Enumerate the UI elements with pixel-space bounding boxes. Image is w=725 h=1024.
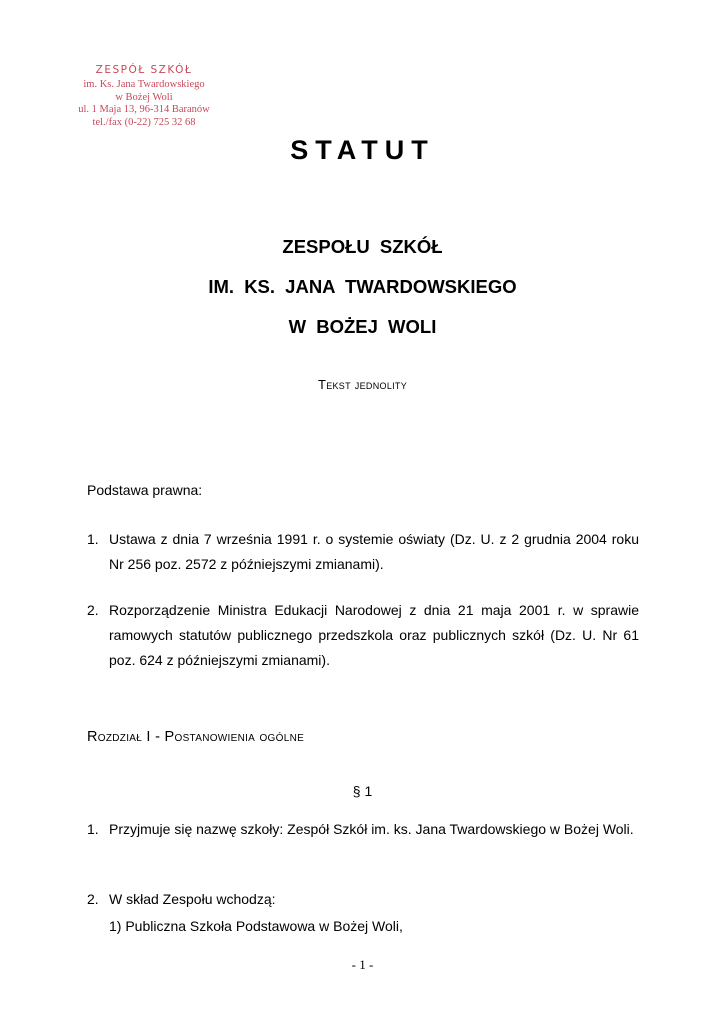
document-title: STATUT: [290, 135, 435, 165]
chapter-heading: Rozdział I - Postanowienia ogólne: [87, 729, 305, 745]
section-item: [87, 817, 639, 842]
stamp-line-4: ul. 1 Maja 13, 96-314 Baranów: [78, 104, 210, 115]
legal-basis-item: [87, 598, 639, 673]
item-text: W skład Zespołu wchodzą:: [109, 891, 276, 907]
item-number: 2.: [87, 891, 99, 907]
school-stamp: [54, 62, 234, 129]
legal-basis-item: [87, 527, 639, 577]
subtitle-line-3: W BOŻEJ WOLI: [288, 316, 437, 337]
stamp-line-1: ZESPÓŁ SZKÓŁ: [95, 64, 193, 76]
item-text: Przyjmuje się nazwę szkoły: Zespół Szkół im. ks. Jana Twardowskiego w Bożej Woli.: [109, 821, 634, 837]
subtitle-line-2: IM. KS. JANA TWARDOWSKIEGO: [208, 276, 517, 297]
legal-basis-label: Podstawa prawna:: [87, 482, 203, 498]
item-text: Ustawa z dnia 7 września 1991 r. o systemie oświaty (Dz. U. z 2 grudnia 2004 roku Nr 256 poz. 2572 z późniejszymi zmianami).: [109, 531, 639, 572]
item-text: Rozporządzenie Ministra Edukacji Narodowej z dnia 21 maja 2001 r. w sprawie ramowych statutów publicznego przedszkola oraz publicznych szkół (Dz. U. Nr 61 poz. 624 z późniejszymi zmianami).: [109, 602, 639, 668]
item-number: 2.: [87, 602, 99, 618]
item-number: 1.: [87, 821, 99, 837]
item-number: 1.: [87, 531, 99, 547]
consolidated-text-label: Tekst jednolity: [317, 377, 408, 392]
sub-list-item: 1) Publiczna Szkoła Podstawowa w Bożej Woli,: [109, 918, 403, 934]
stamp-line-3: w Bożej Woli: [115, 91, 173, 103]
page-number: - 1 -: [351, 957, 374, 972]
subtitle-line-1: ZESPOŁU SZKÓŁ: [282, 236, 443, 257]
stamp-line-2: im. Ks. Jana Twardowskiego: [83, 79, 205, 90]
stamp-line-5: tel./fax (0-22) 725 32 68: [92, 116, 196, 128]
section-item: [87, 887, 639, 912]
paragraph-mark: § 1: [352, 783, 373, 799]
